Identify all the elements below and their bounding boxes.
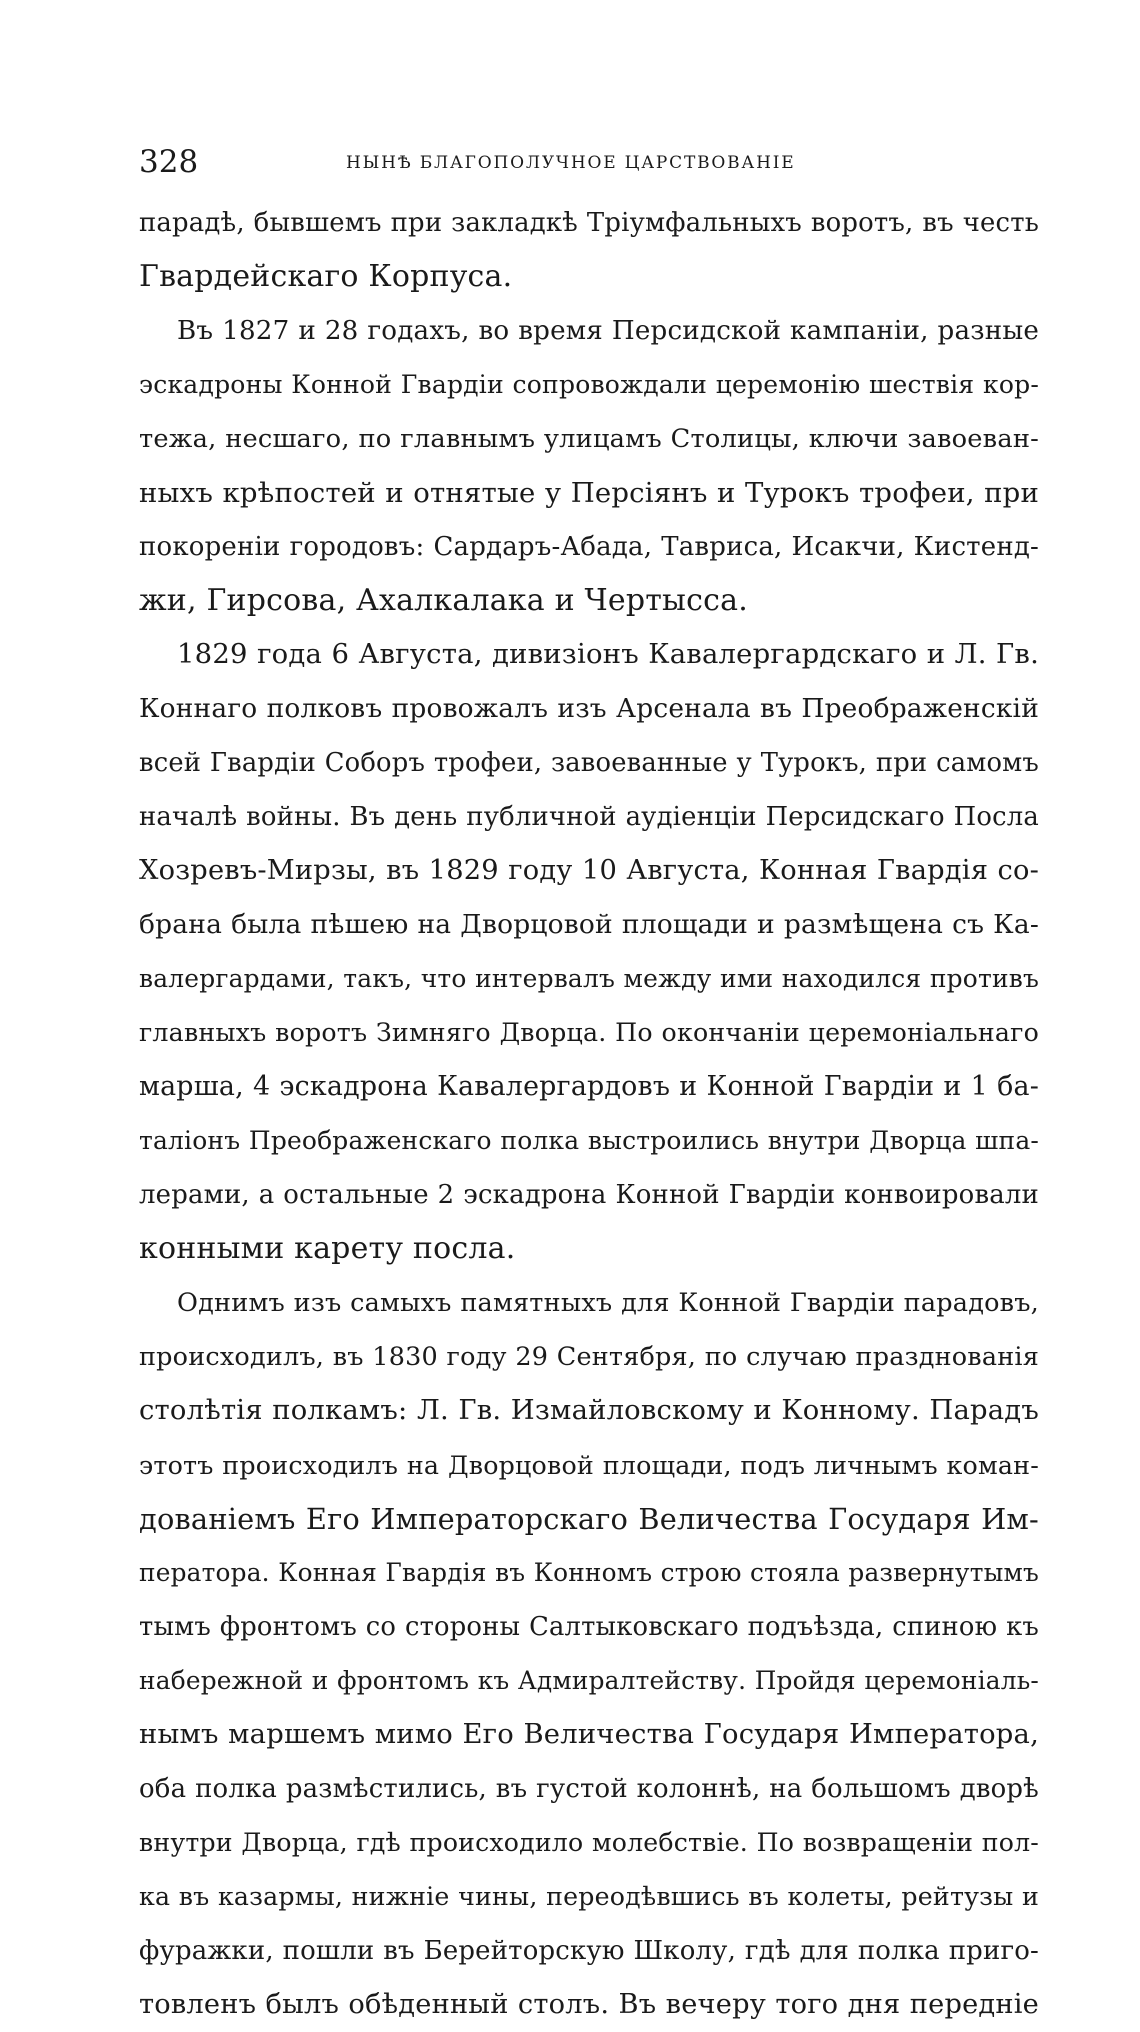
text-line: всей Гвардіи Соборъ трофеи, завоеванные у Турокъ, при самомъ bbox=[139, 748, 1039, 778]
page-number: 328 bbox=[139, 144, 199, 180]
text-line: покореніи городовъ: Сардаръ-Абада, Тавриса, Исакчи, Кистенд- bbox=[139, 532, 1039, 562]
text-line: Коннаго полковъ провожалъ изъ Арсенала въ Преображенскій bbox=[139, 693, 1039, 724]
text-line: нымъ маршемъ мимо Его Величества Государя Императора, bbox=[139, 1719, 1039, 1750]
text-line: ка въ казармы, нижніе чины, переодѣвшись въ колеты, рейтузы и bbox=[139, 1882, 1039, 1911]
text-line: товленъ былъ обѣденный столъ. Въ вечеру того дня передніе bbox=[139, 1989, 1039, 2020]
text-line: началѣ войны. Въ день публичной аудіенціи Персидскаго Посла bbox=[139, 802, 1039, 832]
text-line: происходилъ, въ 1830 году 29 Сентября, по случаю празднованія bbox=[139, 1342, 1039, 1372]
text-line: конными карету посла. bbox=[139, 1231, 516, 1266]
text-line: эскадроны Конной Гвардіи сопровождали церемонію шествія кор- bbox=[139, 370, 1039, 399]
text-line: главныхъ воротъ Зимняго Дворца. По окончаніи церемоніальнаго bbox=[139, 1018, 1039, 1047]
page-body bbox=[139, 196, 1039, 2032]
text-line: столѣтія полкамъ: Л. Гв. Измайловскому и Конному. Парадъ bbox=[139, 1395, 1039, 1426]
text-line: брана была пѣшею на Дворцовой площади и размѣщена съ Ка- bbox=[139, 909, 1039, 940]
text-line: марша, 4 эскадрона Кавалергардовъ и Конной Гвардіи и 1 ба- bbox=[139, 1071, 1039, 1102]
text-line: валергардами, такъ, что интервалъ между ими находился противъ bbox=[139, 964, 1039, 993]
text-line: лерами, а остальные 2 эскадрона Конной Гвардіи конвоировали bbox=[139, 1180, 1039, 1210]
text-line: Однимъ изъ самыхъ памятныхъ для Конной Гвардіи парадовъ, bbox=[177, 1288, 1039, 1318]
text-line: парадѣ, бывшемъ при закладкѣ Тріумфальныхъ воротъ, въ честь bbox=[139, 208, 1039, 238]
text-line: Хозревъ-Мирзы, въ 1829 году 10 Августа, Конная Гвардія со- bbox=[139, 855, 1039, 886]
text-line: жи, Гирсова, Ахалкалака и Чертысса. bbox=[139, 583, 748, 618]
running-head: НЫНѢ БЛАГОПОЛУЧНОЕ ЦАРСТВОВАНІЕ bbox=[346, 153, 796, 173]
text-line: тежа, несшаго, по главнымъ улицамъ Столицы, ключи завоеван- bbox=[139, 424, 1039, 454]
text-line: Въ 1827 и 28 годахъ, во время Персидской кампаніи, разные bbox=[177, 316, 1039, 346]
page-header bbox=[139, 142, 1039, 182]
text-line: внутри Дворца, гдѣ происходило молебствіе. По возвращеніи пол- bbox=[139, 1828, 1039, 1857]
text-line: этотъ происходилъ на Дворцовой площади, подъ личнымъ коман- bbox=[139, 1450, 1039, 1480]
text-line: таліонъ Преображенскаго полка выстроились внутри Дворца шпа- bbox=[139, 1126, 1039, 1155]
text-line: тымъ фронтомъ со стороны Салтыковскаго подъѣзда, спиною къ bbox=[139, 1612, 1039, 1642]
text-line: набережной и фронтомъ къ Адмиралтейству. Пройдя церемоніаль- bbox=[139, 1666, 1039, 1695]
text-line: дованіемъ Его Императорскаго Величества Государя Им- bbox=[139, 1502, 1039, 1536]
text-line: фуражки, пошли въ Берейторскую Школу, гдѣ для полка приго- bbox=[139, 1936, 1039, 1966]
text-line: Гвардейскаго Корпуса. bbox=[139, 259, 513, 294]
text-line: ператора. Конная Гвардія въ Конномъ строю стояла развернутымъ bbox=[139, 1558, 1039, 1587]
text-line: оба полка размѣстились, въ густой колоннѣ, на большомъ дворѣ bbox=[139, 1774, 1039, 1804]
text-line: 1829 года 6 Августа, дивизіонъ Кавалергардскаго и Л. Гв. bbox=[177, 639, 1039, 670]
text-line: ныхъ крѣпостей и отнятые у Персіянъ и Турокъ трофеи, при bbox=[139, 477, 1039, 509]
